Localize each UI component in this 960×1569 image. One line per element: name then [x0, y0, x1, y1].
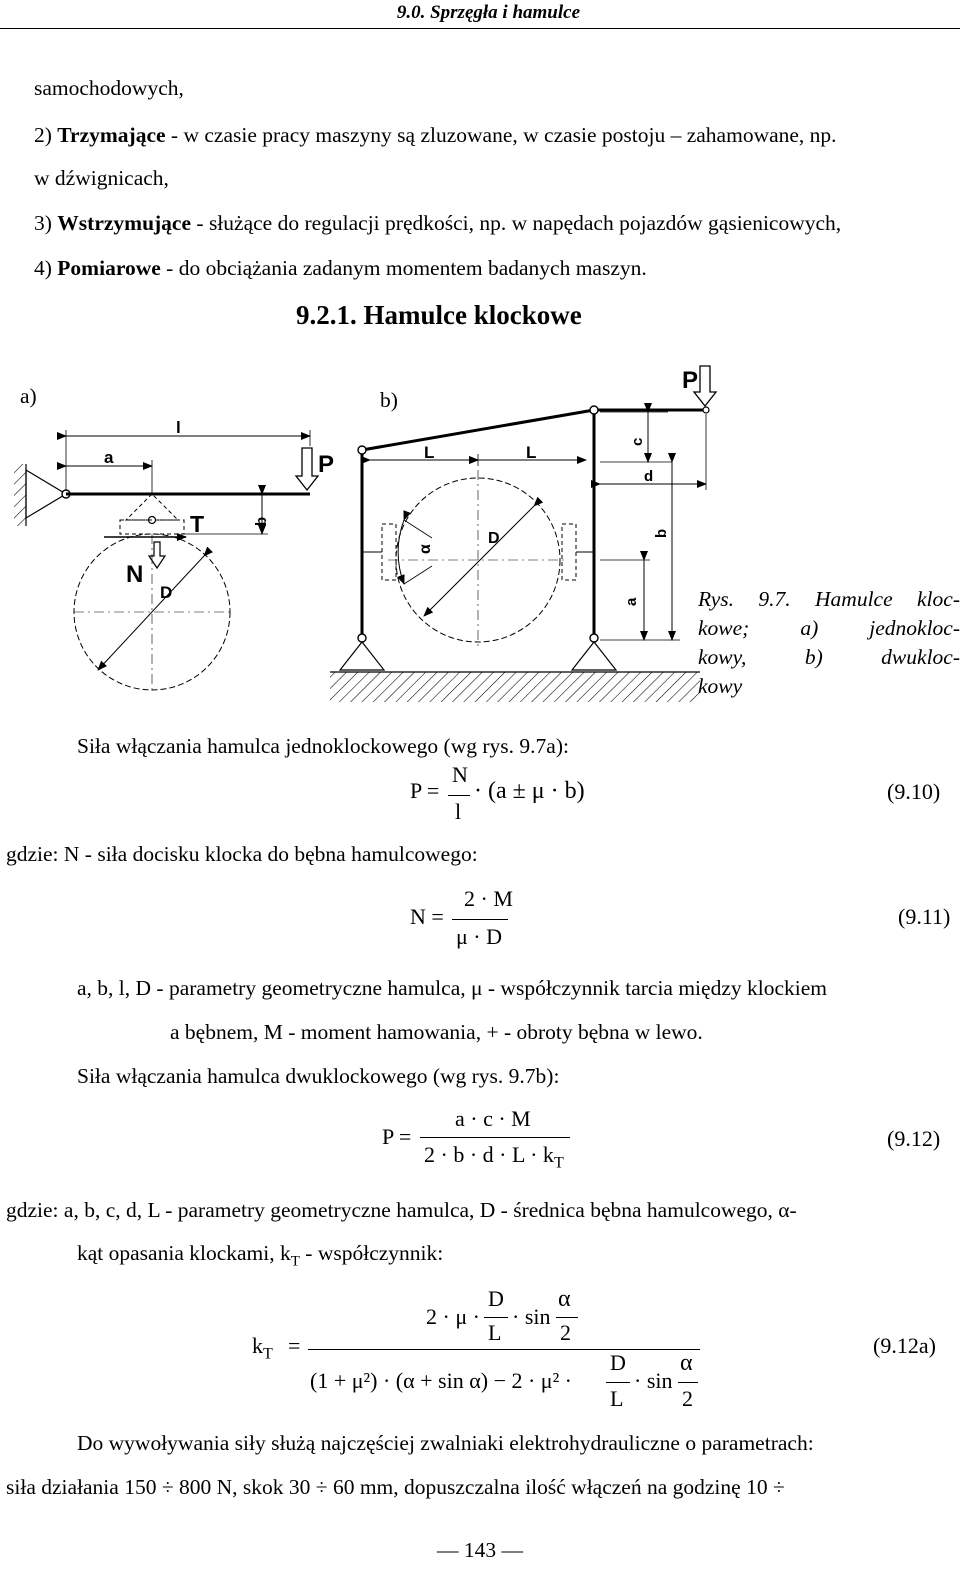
- running-header: 9.0. Sprzęgła i hamulce: [396, 2, 580, 23]
- eq911-num: 2 · M: [464, 886, 513, 911]
- eq912-den-sub: T: [553, 1154, 564, 1172]
- dim-label-l1: L: [424, 443, 435, 462]
- list-item-3-term: Wstrzymujące: [57, 211, 192, 235]
- eq912-lhs: P =: [382, 1124, 412, 1149]
- caption-line-3: kowy, b) dwukloc-: [698, 645, 960, 669]
- force-label-n: N: [126, 561, 144, 588]
- closing-line-2: siła działania 150 ÷ 800 N, skok 30 ÷ 60 mm, dopuszczalna ilość włączeń na godzinę 10 ÷: [6, 1475, 785, 1499]
- caption-line-1: Rys. 9.7. Hamulce kloc-: [698, 587, 960, 611]
- eq912a-label: (9.12a): [873, 1333, 936, 1358]
- list-item-4-num: 4): [34, 256, 52, 280]
- caption-line-4: kowy: [698, 674, 743, 698]
- eq911-label: (9.11): [898, 904, 951, 929]
- dim-label-d: D: [160, 583, 173, 602]
- dim-label-a: a: [104, 448, 114, 467]
- eq912a-num-frac-num: D: [488, 1286, 504, 1311]
- closing-line-1: Do wywoływania siły służą najczęściej zwalniaki elektrohydrauliczne o parametrach:: [77, 1431, 814, 1455]
- eq912a-lhs-k: k: [252, 1333, 263, 1358]
- eq910-fraction-bar: [448, 795, 470, 796]
- angle-label-alpha: α: [417, 544, 434, 554]
- eq912a-den-two: 2: [682, 1386, 693, 1411]
- params2-line-2-end: - współczynnik:: [299, 1241, 444, 1265]
- where-n-text: gdzie: N - siła docisku klocka do bębna hamulcowego:: [6, 842, 478, 866]
- left-wall-hatch: [14, 464, 26, 526]
- left-brake-block: [382, 524, 396, 580]
- dim-label-d-b: D: [488, 530, 500, 547]
- figure-caption: [698, 585, 960, 701]
- list-item-2-term: Trzymające: [57, 123, 166, 147]
- force-p-arrow: [296, 448, 318, 490]
- eq912a-den-alpha: α: [680, 1350, 693, 1376]
- eq912-num: a · c · M: [455, 1106, 531, 1131]
- list-item-4-term: Pomiarowe: [57, 256, 161, 280]
- eq910-rest: · (a ± μ · b): [474, 778, 585, 804]
- dim-label-a-b: a: [623, 597, 640, 606]
- eq912a-den-sin: · sin: [634, 1368, 673, 1393]
- force-label-p-b: P: [682, 367, 699, 394]
- dim-label-b-b: b: [653, 528, 670, 538]
- eq912a-den-frac-num: D: [610, 1350, 626, 1375]
- eq912a-den-inner-bar: [606, 1382, 630, 1383]
- params1-line-1: a, b, l, D - parametry geometryczne hamulca, μ - współczynnik tarcia między klockiem: [77, 976, 828, 1000]
- eq911-lhs: N =: [410, 904, 444, 929]
- eq910-num: N: [452, 762, 468, 787]
- list-item-2-num: 2): [34, 123, 52, 147]
- eq912a-lhs: [252, 1333, 273, 1363]
- params2-line-1: gdzie: a, b, c, d, L - parametry geometryczne hamulca, D - średnica bębna hamulcowego, α-: [6, 1198, 797, 1222]
- eq912a-num-pre: 2 · μ ·: [426, 1304, 480, 1329]
- intro-line-1: samochodowych,: [34, 76, 184, 100]
- list-item-2-rest: - w czasie pracy maszyny są zluzowane, w czasie postoju – zahamowane, np.: [165, 123, 837, 147]
- caption-line-2: kowe; a) jednokloc-: [698, 616, 960, 640]
- pivot-support: [26, 470, 66, 518]
- figure-label-b: b): [380, 388, 398, 412]
- single-block-intro: Siła włączania hamulca jednoklockowego (wg rys. 9.7a):: [77, 734, 569, 758]
- list-item-3-rest: - służące do regulacji prędkości, np. w napędach pojazdów gąsienicowych,: [191, 211, 842, 235]
- eq912a-num-sin: · sin: [512, 1304, 551, 1329]
- section-heading: 9.2.1. Hamulce klockowe: [296, 300, 582, 330]
- eq912a-den-alpha-bar: [678, 1382, 698, 1383]
- eq911-fraction-bar: [452, 919, 508, 920]
- params1-line-2: a bębnem, M - moment hamowania, + - obroty bębna w lewo.: [170, 1020, 703, 1044]
- eq910-lhs: P =: [410, 778, 440, 803]
- force-label-t: T: [190, 511, 205, 537]
- params2-line-2: [77, 1241, 443, 1271]
- figure-label-a: a): [20, 384, 37, 408]
- list-item-2-continuation: w dźwignicach,: [34, 166, 169, 190]
- eq910-label: (9.10): [887, 779, 941, 804]
- dim-label-c: c: [629, 437, 646, 446]
- tie-rod: [362, 410, 594, 450]
- params2-line-2-sub: T: [290, 1253, 300, 1270]
- dim-label-d: d: [644, 468, 654, 485]
- eq912a-num-alpha-bar: [556, 1317, 578, 1318]
- params2-line-2-text: kąt opasania klockami, k: [77, 1241, 291, 1265]
- page-number: — 143 —: [437, 1538, 523, 1562]
- dim-label-l: l: [176, 418, 181, 437]
- ground-hatch: [330, 672, 700, 702]
- eq912-den-main: 2 · b · d · L · k: [424, 1142, 554, 1167]
- single-block-brake: [14, 418, 334, 690]
- force-n-arrow: [149, 542, 165, 568]
- eq912a-num-inner-bar: [484, 1317, 508, 1318]
- eq912a-num-frac-den: L: [488, 1320, 502, 1345]
- force-label-p: P: [318, 451, 335, 478]
- eq912-fraction-bar: [420, 1137, 570, 1138]
- eq911-den: μ · D: [456, 924, 503, 949]
- eq912a-lhs-sub: T: [263, 1345, 273, 1363]
- eq912a-num-alpha: α: [558, 1286, 571, 1312]
- eq912-den: [424, 1142, 564, 1172]
- double-block-brake: [330, 366, 716, 702]
- dim-label-b: b: [253, 516, 270, 526]
- list-item-4-rest: - do obciążania zadanym momentem badanych maszyn.: [160, 256, 647, 280]
- eq912-label: (9.12): [887, 1126, 941, 1151]
- double-block-intro: Siła włączania hamulca dwuklockowego (wg rys. 9.7b):: [77, 1064, 560, 1088]
- eq912a-den-frac-den: L: [610, 1386, 624, 1411]
- eq912a-eq: =: [288, 1333, 301, 1358]
- list-item-3-num: 3): [34, 211, 52, 235]
- eq912a-main-fraction-bar: [308, 1349, 700, 1350]
- eq912a-den-pre: (1 + μ²) · (α + sin α) − 2 · μ² ·: [310, 1368, 573, 1393]
- right-brake-block: [562, 524, 576, 580]
- eq910-den: l: [455, 799, 462, 824]
- dim-label-l2: L: [526, 443, 537, 462]
- eq912a-num-two: 2: [560, 1320, 571, 1345]
